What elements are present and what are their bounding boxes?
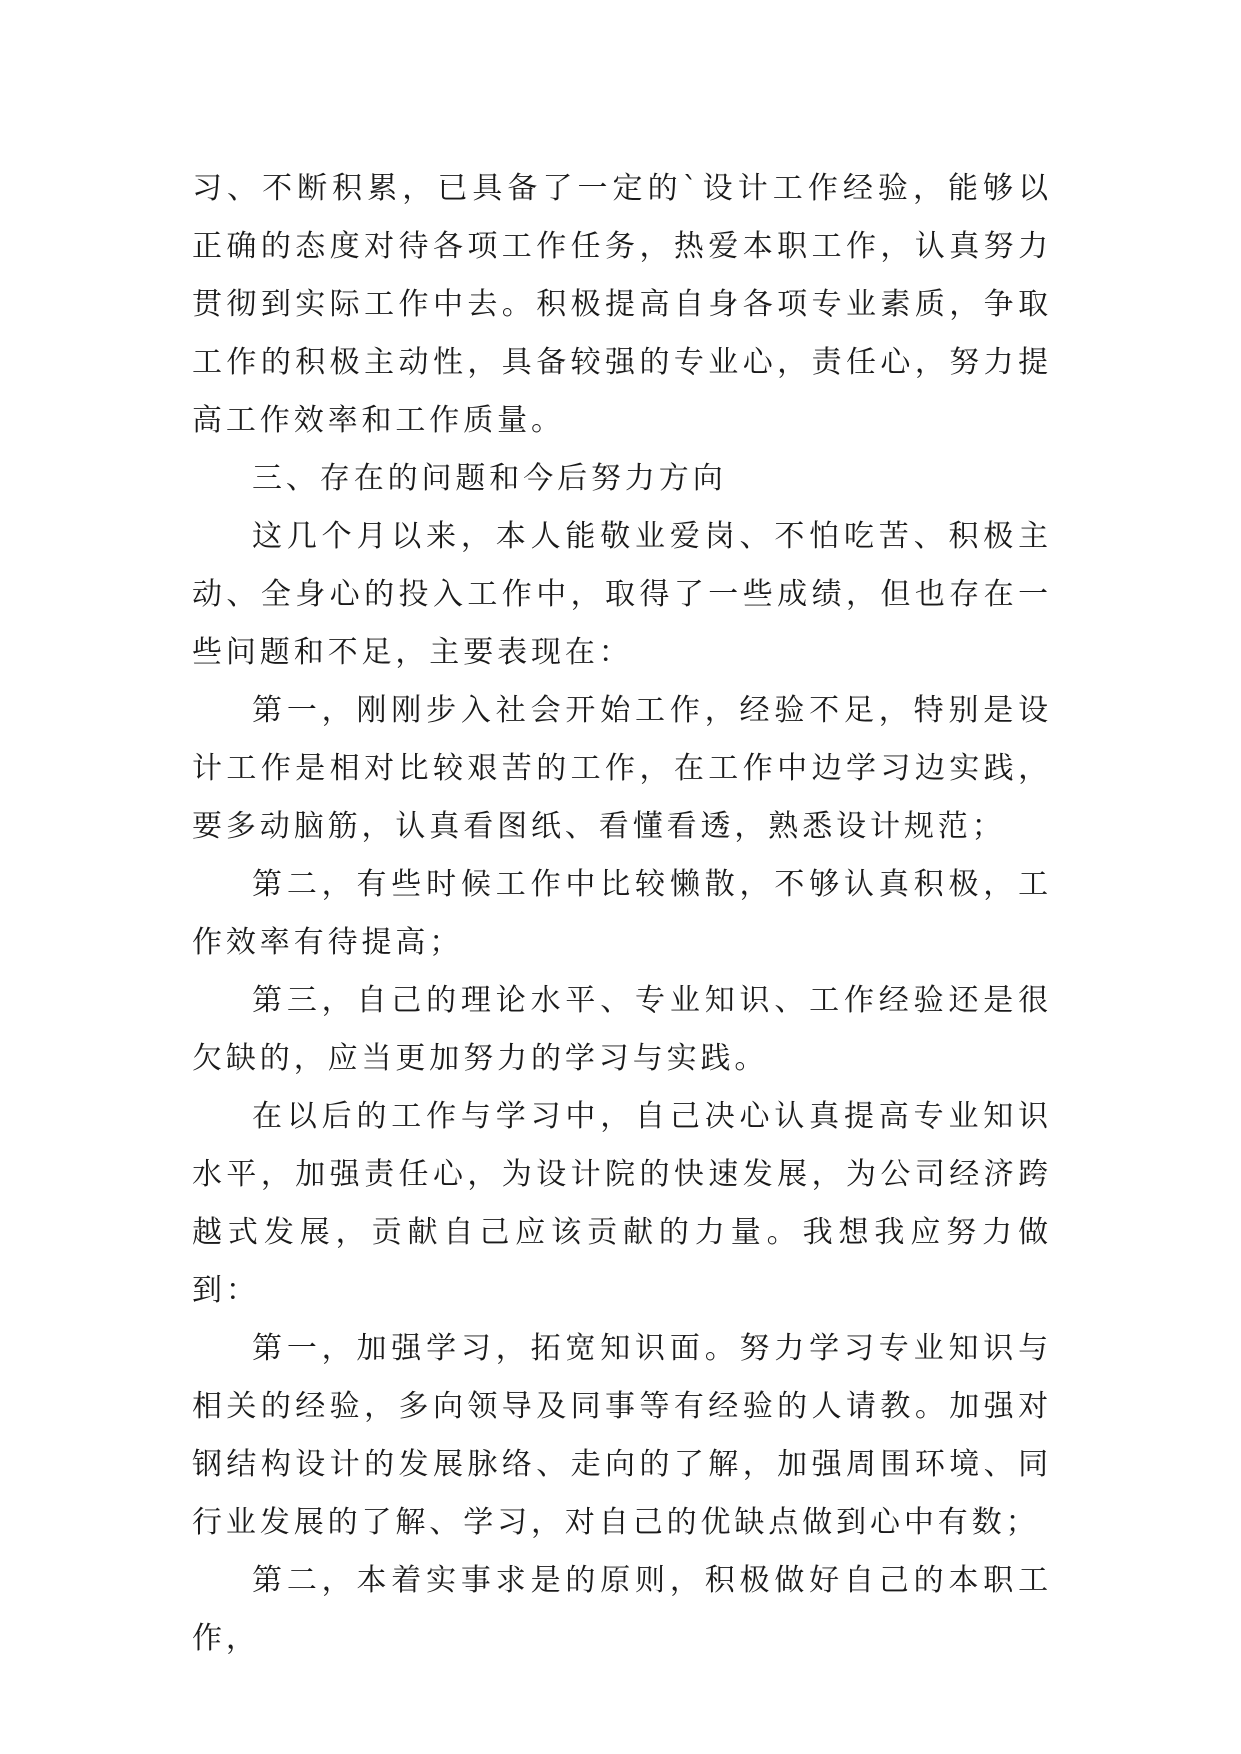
paragraph-3: 第一，刚刚步入社会开始工作，经验不足，特别是设计工作是相对比较艰苦的工作，在工作中边学习边实践，要多动脑筋，认真看图纸、看懂看透，熟悉设计规范； — [192, 693, 1052, 844]
paragraph-4: 第二，有些时候工作中比较懒散，不够认真积极，工作效率有待提高； — [192, 867, 1052, 960]
section-heading: 三、存在的问题和今后努力方向 — [252, 461, 727, 496]
paragraph-6: 在以后的工作与学习中，自己决心认真提高专业知识水平，加强责任心，为设计院的快速发展，为公司经济跨越式发展，贡献自己应该贡献的力量。我想我应努力做到： — [192, 1099, 1052, 1308]
paragraph-2: 这几个月以来，本人能敬业爱岗、不怕吃苦、积极主动、全身心的投入工作中，取得了一些成绩，但也存在一些问题和不足，主要表现在： — [192, 519, 1052, 670]
paragraph-7: 第一，加强学习，拓宽知识面。努力学习专业知识与相关的经验，多向领导及同事等有经验的人请教。加强对钢结构设计的发展脉络、走向的了解，加强周围环境、同行业发展的了解、学习，对自己的优缺点做到心中有数； — [192, 1331, 1052, 1540]
paragraph-8: 第二，本着实事求是的原则，积极做好自己的本职工作， — [192, 1563, 1052, 1656]
document-page — [192, 160, 1052, 1668]
paragraph-5: 第三，自己的理论水平、专业知识、工作经验还是很欠缺的，应当更加努力的学习与实践。 — [192, 983, 1052, 1076]
paragraph-1: 习、不断积累，已具备了一定的`设计工作经验，能够以正确的态度对待各项工作任务，热爱本职工作，认真努力贯彻到实际工作中去。积极提高自身各项专业素质，争取工作的积极主动性，具备较强的专业心，责任心，努力提高工作效率和工作质量。 — [192, 171, 1052, 438]
